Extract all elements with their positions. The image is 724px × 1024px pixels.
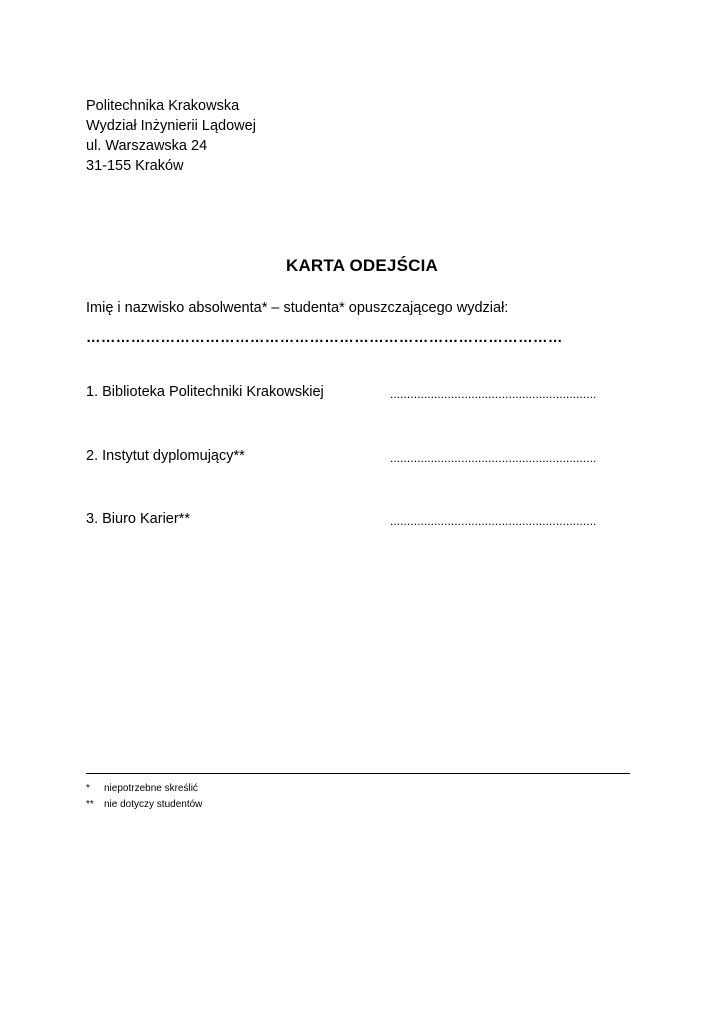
- address-line-city: 31-155 Kraków: [86, 158, 184, 174]
- footnote-text: nie dotyczy studentów: [104, 799, 203, 810]
- signoff-item-label: 2. Instytut dyplomujący**: [86, 448, 245, 464]
- address-line-faculty: Wydział Inżynierii Lądowej: [86, 118, 256, 134]
- signoff-item-library: [86, 384, 646, 404]
- signoff-item-label: 1. Biblioteka Politechniki Krakowskiej: [86, 384, 324, 400]
- signoff-item-signature-line[interactable]: .............................................................: [390, 387, 597, 401]
- footnote-mark: **: [86, 799, 94, 810]
- signoff-item-institute: [86, 448, 646, 468]
- address-line-street: ul. Warszawska 24: [86, 138, 208, 154]
- document-title: KARTA ODEJŚCIA: [285, 256, 439, 275]
- name-field-label: Imię i nazwisko absolwenta* – studenta* opuszczającego wydział:: [86, 300, 509, 316]
- signoff-item-signature-line[interactable]: .............................................................: [390, 451, 597, 465]
- footnote-text: niepotrzebne skreślić: [104, 783, 198, 794]
- name-field-dotted-line[interactable]: ……………………………………………………………………………………: [86, 330, 563, 346]
- signoff-item-career-office: [86, 511, 646, 531]
- footnote-divider: [86, 773, 630, 774]
- address-line-university: Politechnika Krakowska: [86, 98, 240, 114]
- footnote-mark: *: [86, 783, 90, 794]
- signoff-item-label: 3. Biuro Karier**: [86, 511, 190, 527]
- institution-address: [86, 96, 256, 176]
- signoff-item-signature-line[interactable]: .............................................................: [390, 514, 597, 528]
